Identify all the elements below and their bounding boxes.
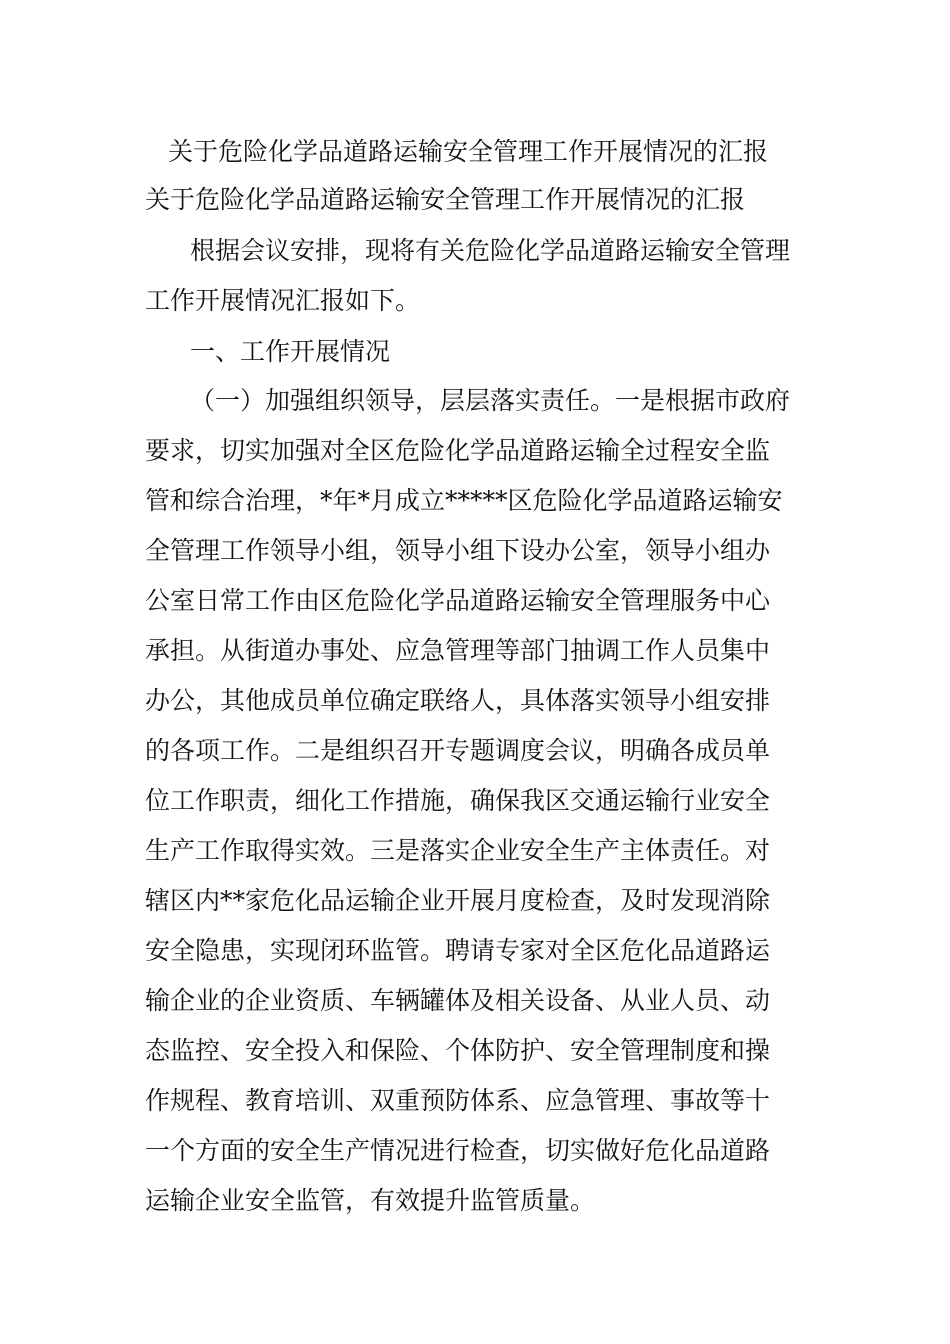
paragraph-line: 管和综合治理，*年*月成立*****区危险化学品道路运输安 — [145, 486, 783, 515]
paragraph-line: 位工作职责，细化工作措施，确保我区交通运输行业安全 — [145, 786, 771, 815]
paragraph-line: 生产工作取得实效。三是落实企业安全生产主体责任。对 — [145, 836, 771, 865]
document-title: 关于危险化学品道路运输安全管理工作开展情况的汇报 — [168, 137, 769, 166]
paragraph-line: 安全隐患，实现闭环监管。聘请专家对全区危化品道路运 — [145, 936, 771, 965]
paragraph-line: 全管理工作领导小组，领导小组下设办公室，领导小组办 — [145, 536, 771, 565]
paragraph-line: 的各项工作。二是组织召开专题调度会议，明确各成员单 — [145, 736, 771, 765]
paragraph-line: 运输企业安全监管，有效提升监管质量。 — [145, 1186, 596, 1215]
paragraph-line: 办公，其他成员单位确定联络人，具体落实领导小组安排 — [145, 686, 771, 715]
paragraph-line: 输企业的企业资质、车辆罐体及相关设备、从业人员、动 — [145, 986, 771, 1015]
intro-line: 根据会议安排，现将有关危险化学品道路运输安全管理 — [190, 236, 791, 265]
paragraph-line: 辖区内**家危化品运输企业开展月度检查，及时发现消除 — [145, 886, 771, 915]
intro-line: 工作开展情况汇报如下。 — [145, 286, 421, 315]
paragraph-line: （一）加强组织领导，层层落实责任。一是根据市政府 — [190, 386, 791, 415]
paragraph-line: 一个方面的安全生产情况进行检查，切实做好危化品道路 — [145, 1136, 771, 1165]
paragraph-line: 公室日常工作由区危险化学品道路运输安全管理服务中心 — [145, 586, 771, 615]
section-heading: 一、工作开展情况 — [190, 337, 391, 366]
document-title-repeat: 关于危险化学品道路运输安全管理工作开展情况的汇报 — [145, 185, 746, 214]
paragraph-line: 要求，切实加强对全区危险化学品道路运输全过程安全监 — [145, 436, 771, 465]
paragraph-line: 承担。从街道办事处、应急管理等部门抽调工作人员集中 — [145, 636, 771, 665]
paragraph-line: 态监控、安全投入和保险、个体防护、安全管理制度和操 — [145, 1036, 771, 1065]
paragraph-line: 作规程、教育培训、双重预防体系、应急管理、事故等十 — [145, 1086, 771, 1115]
